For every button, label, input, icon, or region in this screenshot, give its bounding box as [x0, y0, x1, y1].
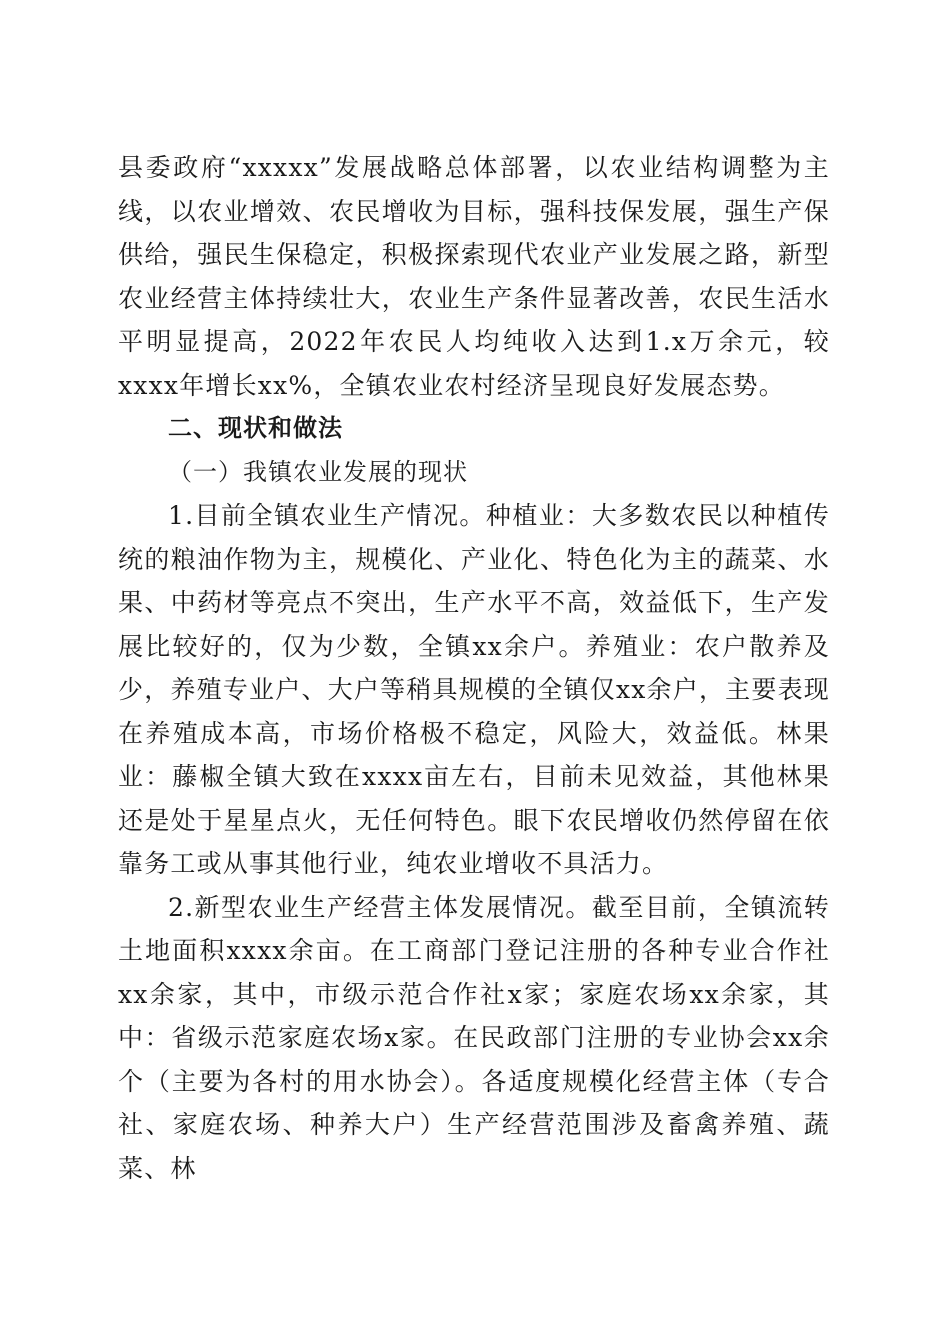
section-heading-status-and-practice: 二、现状和做法 [168, 414, 343, 442]
subsection-heading-agri-status: （一）我镇农业发展的现状 [168, 457, 468, 486]
paragraph-agri-production: 1.目前全镇农业生产情况。种植业：大多数农民以种植传统的粮油作物为主，规模化、产业化、特色化为主的蔬菜、水果、中药材等亮点不突出，生产水平不高，效益低下，生产发展比较好的，仅为少数，全镇xx余户。养殖业：农户散养及少，养殖专业户、大户等稍具规模的全镇仅xx余户，主要表现在养殖成本高，市场价格极不稳定，风险大，效益低。林果业：藤椒全镇大致在xxxx亩左右，目前未见效益，其他林果还是处于星星点火，无任何特色。眼下农民增收仍然停留在依靠务工或从事其他行业，纯农业增收不具活力。 [118, 501, 830, 878]
document-body [118, 146, 830, 1190]
paragraph-new-business-entities: 2.新型农业生产经营主体发展情况。截至目前，全镇流转土地面积xxxx余亩。在工商部门登记注册的各种专业合作社xx余家，其中，市级示范合作社x家；家庭农场xx余家，其中：省级示范家庭农场x家。在民政部门注册的专业协会xx余个（主要为各村的用水协会）。各适度规模化经营主体（专合社、家庭农场、种养大户）生产经营范围涉及畜禽养殖、蔬菜、林 [118, 892, 830, 1183]
paragraph-intro-continuation: 县委政府“xxxxx”发展战略总体部署，以农业结构调整为主线，以农业增效、农民增收为目标，强科技保发展，强生产保供给，强民生保稳定，积极探索现代农业产业发展之路，新型农业经营主体持续壮大，农业生产条件显著改善，农民生活水平明显提高，2022年农民人均纯收入达到1.x万余元，较xxxx年增长xx%，全镇农业农村经济呈现良好发展态势。 [118, 153, 830, 400]
